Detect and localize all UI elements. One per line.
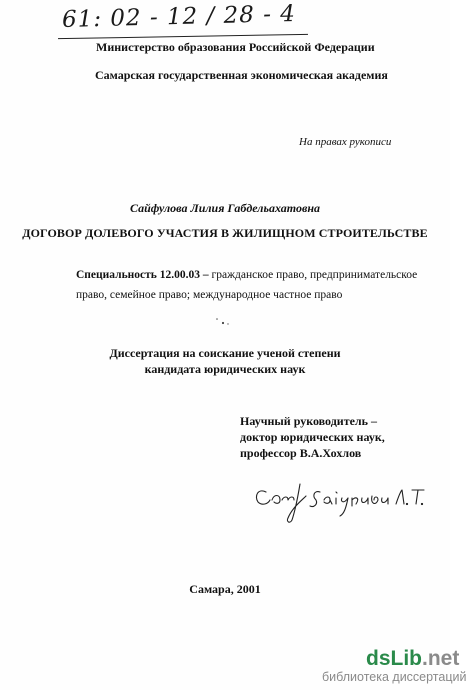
supervisor-line-1: Научный руководитель – [240, 414, 377, 428]
stamp-underline [58, 34, 308, 39]
degree-line-1: Диссертация на соискание ученой степени [109, 346, 341, 360]
watermark-logo-part1: dsLib [366, 647, 422, 670]
dissertation-title: ДОГОВОР ДОЛЕВОГО УЧАСТИЯ В ЖИЛИЩНОМ СТРОИТЕЛЬСТВЕ [22, 226, 428, 240]
rights-note: На правах рукописи [299, 136, 392, 148]
archive-stamp: 61: 02 - 12 / 28 - 4 [61, 0, 297, 34]
specialty-text-1: гражданское право, предпринимательское [208, 269, 418, 281]
watermark-logo-part2: .net [422, 647, 460, 670]
specialty-line-2: право, семейное право; международное частное право [76, 289, 343, 301]
degree-line-2: кандидата юридических наук [144, 362, 306, 376]
author-name: Сайфулова Лилия Габдельахатовна [129, 201, 320, 215]
scan-speck [214, 317, 236, 327]
watermark-logo [366, 647, 459, 671]
ministry-header: Министерство образования Российской Федерации [96, 40, 375, 54]
city-year: Самара, 2001 [189, 582, 261, 596]
handwritten-signature [252, 478, 427, 526]
watermark-tagline: библиотека диссертаций [322, 670, 466, 684]
specialty-label: Специальность 12.00.03 – [76, 269, 209, 281]
supervisor-line-3: профессор В.А.Хохлов [240, 446, 362, 460]
specialty-line-1 [76, 269, 417, 281]
academy-header: Самарская государственная экономическая академия [95, 68, 388, 82]
supervisor-line-2: доктор юридических наук, [240, 430, 385, 444]
